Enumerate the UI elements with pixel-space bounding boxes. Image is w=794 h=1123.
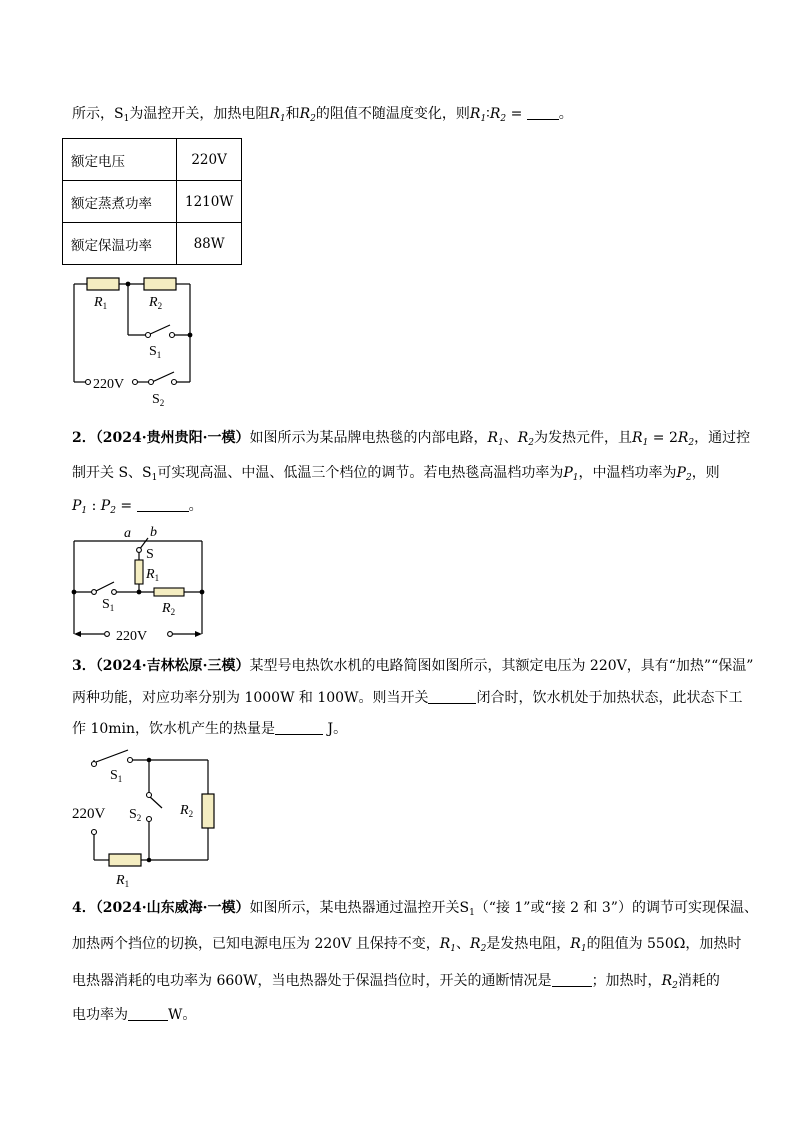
q4-text-line-2 — [72, 934, 741, 959]
q1-r2: $R_2$ — [299, 106, 316, 124]
q3-circ-voltage-label: 220V — [72, 806, 106, 822]
q1-answer-blank — [527, 105, 559, 120]
q2-number: 2． — [72, 430, 96, 446]
q2-text: 制开关 S、S — [72, 465, 152, 481]
q3-answer-blank-2 — [275, 720, 323, 735]
q2-text-line-2 — [72, 463, 720, 488]
q3-text: 两种功能，对应功率分别为 1000W 和 100W。则当开关 — [72, 690, 429, 706]
q4-text: 消耗的 — [677, 973, 720, 989]
q2-circ-voltage-label: 220V — [116, 629, 148, 644]
q4-answer-blank-1 — [552, 972, 592, 987]
q2-eq-r2: $R_2$ — [677, 430, 695, 448]
q3-text-line-2 — [72, 688, 742, 708]
q2-circ-s-label: S — [146, 547, 154, 562]
table-row — [63, 223, 242, 265]
q1-ratio-colon: ∶ — [486, 106, 490, 122]
q1-resistor-r1 — [87, 278, 119, 290]
table-cell-value: 220V — [177, 139, 242, 181]
q1-text: 的阻值不随温度变化，则 — [315, 106, 470, 122]
q4-text: （“接 1”或“接 2 和 3”）的调节可实现保温、 — [474, 900, 758, 916]
q3-circ-r2-label: $R_2$ — [180, 803, 194, 819]
q2-r1: $R_1$ — [487, 430, 504, 448]
q2-r2: $R_2$ — [517, 430, 535, 448]
q4-text: W。 — [168, 1007, 197, 1023]
q4-r2: $R_2$ — [470, 936, 487, 954]
q3-number: 3． — [72, 658, 96, 674]
q1-ratio-r2: $R_2$ — [489, 106, 507, 124]
table-cell-value: 1210W — [177, 181, 242, 223]
q2-text: ，中温档功率为 — [578, 465, 677, 481]
table-cell-label: 额定保温功率 — [63, 223, 177, 265]
q2-resistor-r1 — [135, 560, 143, 584]
q1-resistor-r2 — [144, 278, 176, 290]
q2-text: ，则 — [691, 465, 720, 481]
q1-circ-s1-label: $S_1$ — [149, 344, 162, 360]
q3-text: J。 — [323, 721, 348, 737]
q3-source: （2024·吉林松原·三模） — [95, 658, 250, 674]
q2-text: 为发热元件，且 — [534, 430, 633, 446]
q2-text: 、 — [503, 430, 518, 446]
table-cell-label: 额定蒸煮功率 — [63, 181, 177, 223]
q3-text: 某型号电热饮水机的电路简图如图所示，其额定电压为 220V，具有“加热”“保温” — [249, 658, 754, 674]
q3-answer-blank-1 — [428, 689, 476, 704]
q3-text-line-3 — [72, 719, 347, 739]
table-row — [63, 181, 242, 223]
q1-spec-table — [62, 138, 242, 265]
q3-circ-r1-label: $R_1$ — [116, 873, 130, 889]
q2-circ-r2-label: $R_2$ — [162, 601, 176, 617]
q4-text: 、 — [456, 936, 471, 952]
q4-text: 是发热电阻， — [486, 936, 571, 952]
q4-number: 4． — [72, 900, 96, 916]
q1-text: 。 — [558, 106, 573, 122]
q1-text: 和 — [285, 106, 300, 122]
q3-text-line-1 — [72, 656, 753, 676]
q4-text: 的阻值为 550Ω，加热时 — [586, 936, 742, 952]
q2-circ-a-label: a — [124, 526, 131, 541]
q3-resistor-r1 — [109, 854, 141, 866]
q4-text-line-3 — [72, 971, 720, 996]
q2-p1: $P_1$ — [563, 465, 579, 483]
q2-source: （2024·贵州贵阳·一模） — [95, 430, 250, 446]
q4-text-line-4 — [72, 1005, 196, 1025]
q1-circ-voltage-label: 220V — [93, 377, 125, 392]
q3-circuit-diagram — [70, 748, 230, 894]
q3-text: 闭合时，饮水机处于加热状态，此状态下工 — [476, 690, 743, 706]
q2-text: = 2 — [648, 430, 678, 446]
q2-answer-blank — [137, 497, 189, 512]
q2-resistor-r2 — [154, 588, 184, 596]
q3-text: 作 10min，饮水机产生的热量是 — [72, 721, 276, 737]
q2-circuit-diagram — [66, 524, 216, 644]
q4-s1-sub: 1 — [469, 908, 475, 918]
q1-eq: = — [510, 106, 523, 122]
q2-text: 如图所示为某品牌电热毯的内部电路， — [249, 430, 488, 446]
q4-text: 电功率为 — [72, 1007, 128, 1023]
q2-l3-p1: $P_1$ — [72, 498, 88, 516]
q4-text: 如图所示，某电热器通过温控开关S — [249, 900, 470, 916]
q4-source: （2024·山东威海·一模） — [95, 900, 250, 916]
q2-l3-p2: $P_2$ — [100, 498, 116, 516]
table-row — [63, 139, 242, 181]
q4-text-line-1 — [72, 898, 758, 923]
q4-answer-blank-2 — [128, 1006, 168, 1021]
q1-r1: $R_1$ — [269, 106, 286, 124]
q4-r1: $R_1$ — [439, 936, 457, 954]
q1-circuit-diagram — [60, 270, 230, 410]
q1-s1: $S_1$ — [114, 106, 130, 124]
q2-text: : — [87, 498, 101, 514]
q1-circ-r1-label: $R_1$ — [94, 295, 108, 311]
q3-circ-s2-label: $S_2$ — [129, 807, 142, 823]
q1-text: 所示， — [72, 106, 114, 122]
table-cell-label: 额定电压 — [63, 139, 177, 181]
table-cell-value: 88W — [177, 223, 242, 265]
q1-ratio-r1: $R_1$ — [469, 106, 487, 124]
q2-text-line-3 — [72, 496, 203, 521]
q2-text-line-1 — [72, 428, 750, 453]
q2-eq-r1: $R_1$ — [632, 430, 649, 448]
q4-r1b: $R_1$ — [570, 936, 587, 954]
q2-text: 。 — [188, 498, 203, 514]
q2-circ-r1-label: $R_1$ — [146, 567, 160, 583]
q2-circ-s1-label: $S_1$ — [102, 597, 115, 613]
q1-text: 为温控开关，加热电阻 — [129, 106, 270, 122]
q3-circ-s1-label: $S_1$ — [110, 768, 123, 784]
q4-text: 加热两个挡位的切换，已知电源电压为 220V 且保持不变， — [72, 936, 440, 952]
q4-r2b: $R_2$ — [661, 973, 678, 991]
q2-text: ，通过控 — [694, 430, 751, 446]
q1-text-line — [72, 104, 573, 129]
q2-text: 可实现高温、中温、低温三个档位的调节。若电热毯高温档功率为 — [157, 465, 564, 481]
q1-circ-r2-label: $R_2$ — [149, 295, 163, 311]
q4-text: ；加热时， — [591, 973, 662, 989]
q1-circ-s2-label: $S_2$ — [152, 392, 165, 408]
q2-s1-sub: 1 — [151, 473, 158, 483]
q3-resistor-r2 — [202, 794, 214, 828]
q4-text: 电热器消耗的电功率为 660W，当电热器处于保温挡位时，开关的通断情况是 — [72, 973, 552, 989]
q2-text: = — [115, 498, 137, 514]
q2-p2: $P_2$ — [676, 465, 692, 483]
q2-circ-b-label: b — [150, 525, 157, 540]
